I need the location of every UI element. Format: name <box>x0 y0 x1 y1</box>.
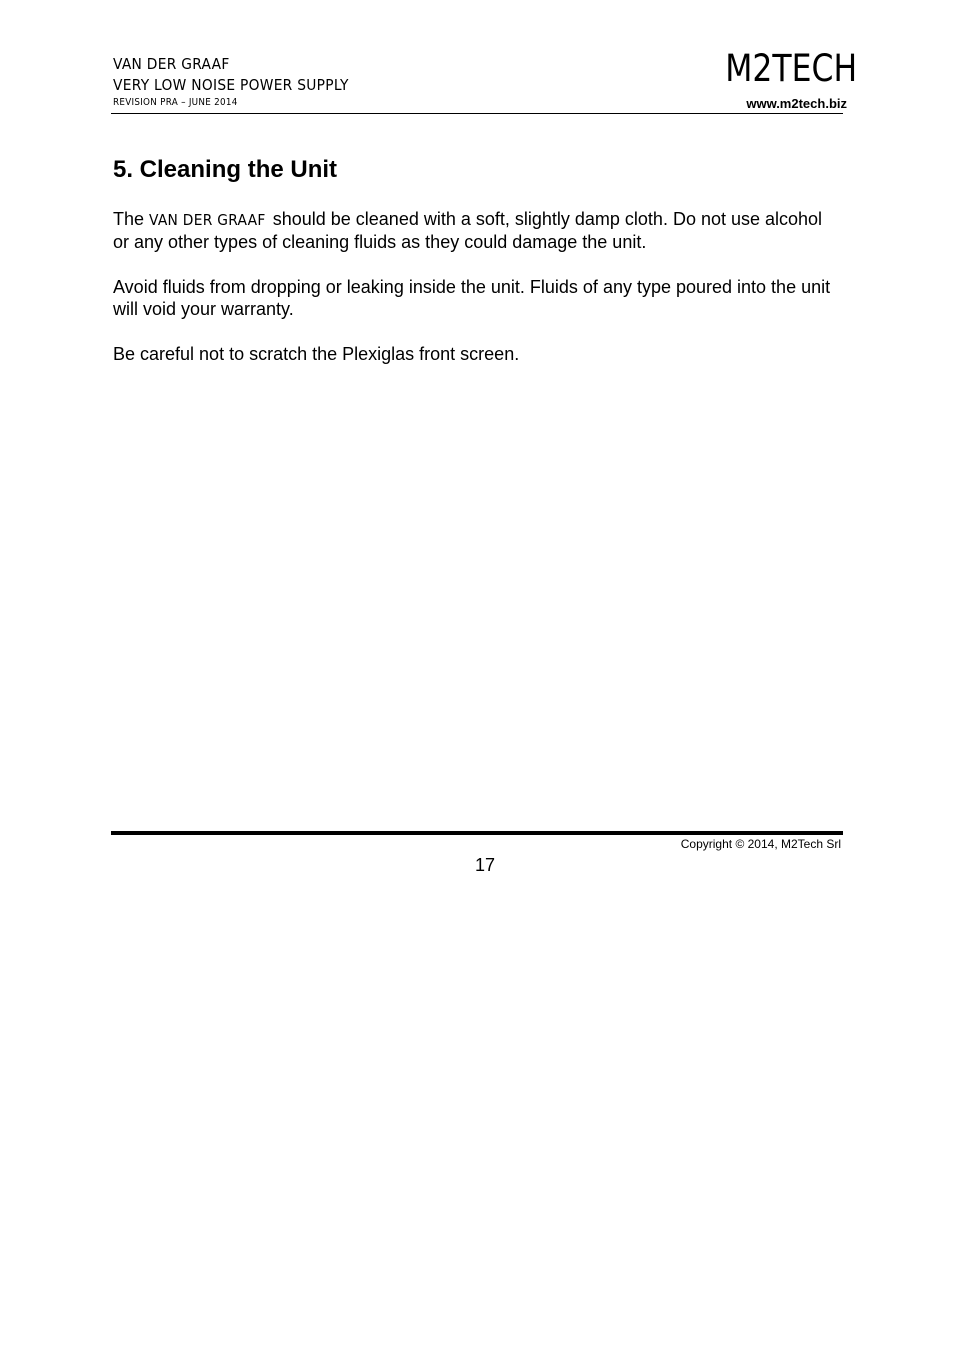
page-content <box>113 155 843 388</box>
header-product-block <box>113 57 369 108</box>
paragraph-cleaning <box>113 208 843 253</box>
header-product-name: VAN DER GRAAF <box>113 55 230 73</box>
footer-copyright: Copyright © 2014, M2Tech Srl <box>680 837 841 851</box>
header-website: www.m2tech.biz <box>746 96 847 111</box>
m2tech-logo: M2TECH <box>725 47 857 90</box>
page-number: 17 <box>474 855 496 875</box>
header-divider <box>111 113 843 114</box>
paragraph-cleaning-lead: The <box>113 209 150 229</box>
product-name-inline: VAN DER GRAAF <box>149 211 266 229</box>
paragraph-cleaning-body: should be cleaned with a soft, slightly damp cloth. Do not use alcohol or any other types of cleaning fluids as they could damage the unit. <box>113 209 823 252</box>
paragraph-plexiglas: Be careful not to scratch the Plexiglas front screen. <box>113 344 520 364</box>
footer-divider <box>111 831 843 835</box>
header-product-subtitle: VERY LOW NOISE POWER SUPPLY <box>113 76 349 94</box>
header-revision: REVISION PRA – JUNE 2014 <box>113 97 238 108</box>
paragraph-fluids: Avoid fluids from dropping or leaking inside the unit. Fluids of any type poured into the unit will void your warranty. <box>113 277 831 319</box>
section-title: 5. Cleaning the Unit <box>113 156 338 183</box>
